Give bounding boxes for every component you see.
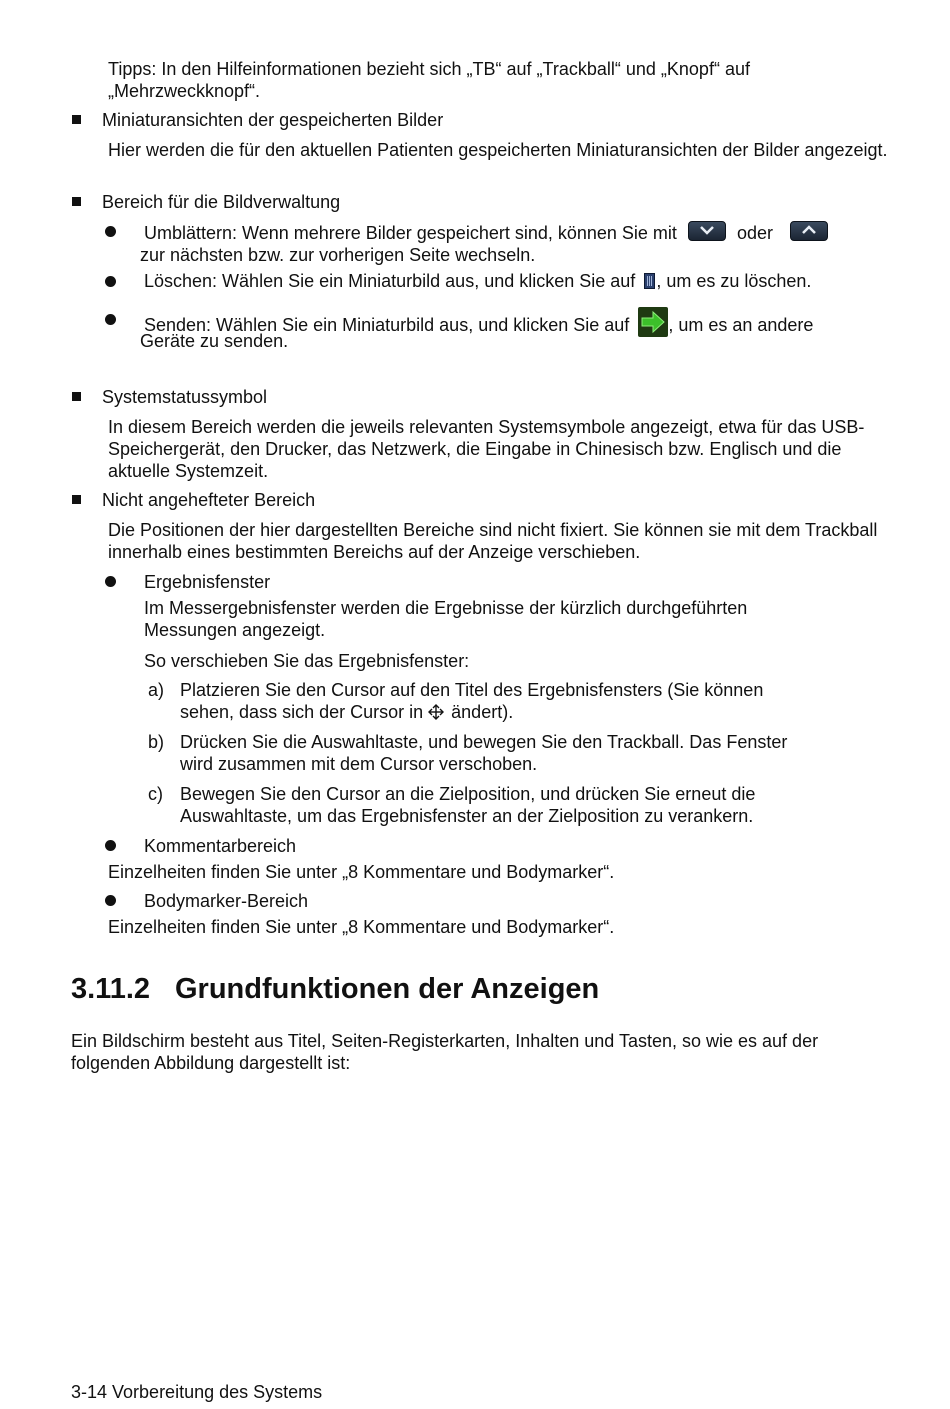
bullet-dot <box>105 314 116 325</box>
list-text <box>180 679 880 725</box>
heading-comments: Kommentarbereich <box>144 836 297 856</box>
bullet-dot <box>105 840 116 851</box>
page-down-button-icon <box>688 221 726 241</box>
heading-image-management: Bereich für die Bildverwaltung <box>102 192 341 212</box>
paging-text-a: Umblättern: Wenn mehrere Bilder gespeichert sind, können Sie mit <box>144 223 677 243</box>
paging-text-b: oder <box>736 223 773 243</box>
bullet-dot <box>105 895 116 906</box>
delete-line <box>144 270 811 292</box>
step-a-line-1: Platzieren Sie den Cursor auf den Titel des Ergebnisfensters (Sie können <box>180 680 764 700</box>
step-a-line-2 <box>180 701 880 725</box>
list-label: c) <box>148 784 163 804</box>
step-a-text-b: sehen, dass sich der Cursor in <box>180 702 424 722</box>
comments-text: Einzelheiten finden Sie unter „8 Kommentare und Bodymarker“. <box>108 862 615 882</box>
section-title: Grundfunktionen der Anzeigen <box>175 973 600 1005</box>
heading-bodymarker: Bodymarker-Bereich <box>144 891 309 911</box>
bodymarker-text: Einzelheiten finden Sie unter „8 Kommentare und Bodymarker“. <box>108 917 615 937</box>
heading-results-window: Ergebnisfenster <box>144 572 271 592</box>
page-footer: 3-14 Vorbereitung des Systems <box>71 1382 323 1402</box>
heading-system-status: Systemstatussymbol <box>102 387 268 407</box>
bullet-square <box>72 197 81 206</box>
step-c-line-1: Bewegen Sie den Cursor an die Zielposition, und drücken Sie erneut die <box>180 784 756 804</box>
system-status-text: In diesem Bereich werden die jeweils relevanten Systemsymbole angezeigt, etwa für das USB-Speichergerät, den Drucker, das Netzwerk, die Eingabe in Chinesisch bzw. Englisch und die aktuelle Systemzeit. <box>108 417 865 481</box>
unpinned-text: Die Positionen der hier dargestellten Bereiche sind nicht fixiert. Sie können sie mit dem Trackball innerhalb eines bestimmten Bereichs auf der Anzeige verschieben. <box>108 520 878 562</box>
page-up-button-icon <box>790 221 828 241</box>
paging-line-1 <box>144 221 828 244</box>
section-intro: Ein Bildschirm besteht aus Titel, Seiten-Registerkarten, Inhalten und Tasten, so wie es auf der folgenden Abbildung dargestellt ist: <box>71 1031 819 1073</box>
paging-text-c: zur nächsten bzw. zur vorherigen Seite wechseln. <box>140 245 536 265</box>
heading-thumbnails: Miniaturansichten der gespeicherten Bilder <box>102 110 444 130</box>
delete-text-a: Löschen: Wählen Sie ein Miniaturbild aus, und klicken Sie auf <box>144 271 636 291</box>
tips-text: Tipps: In den Hilfeinformationen bezieht sich „TB“ auf „Trackball“ und „Knopf“ auf „Mehrzweckknopf“. <box>108 59 750 101</box>
bullet-square <box>72 392 81 401</box>
bullet-dot <box>105 276 116 287</box>
list-label: b) <box>148 732 165 752</box>
results-howto: So verschieben Sie das Ergebnisfenster: <box>144 651 470 671</box>
send-text-c: Geräte zu senden. <box>140 331 289 351</box>
delete-icon <box>644 273 655 289</box>
step-a-text-c: ändert). <box>451 702 514 722</box>
bullet-square <box>72 115 81 124</box>
delete-text-b: , um es zu löschen. <box>656 271 812 291</box>
results-text: Im Messergebnisfenster werden die Ergebnisse der kürzlich durchgeführten Messungen angezeigt. <box>144 598 748 640</box>
section-heading <box>71 972 599 1006</box>
section-number: 3.11.2 <box>71 973 151 1005</box>
bullet-dot <box>105 576 116 587</box>
list-text <box>180 731 880 775</box>
bullet-square <box>72 495 81 504</box>
send-arrow-icon <box>638 307 668 337</box>
thumbnails-text: Hier werden die für den aktuellen Patienten gespeicherten Miniaturansichten der Bilder angezeigt. <box>108 140 888 160</box>
heading-unpinned-area: Nicht angehefteter Bereich <box>102 490 316 510</box>
list-label: a) <box>148 680 165 700</box>
step-c-line-2: Auswahltaste, um das Ergebnisfenster an der Zielposition zu verankern. <box>180 806 754 826</box>
bullet-dot <box>105 226 116 237</box>
move-cursor-icon <box>428 703 444 725</box>
send-text-a: Senden: Wählen Sie ein Miniaturbild aus, und klicken Sie auf <box>144 315 630 335</box>
send-text-b: , um es an andere <box>668 315 814 335</box>
list-text <box>180 783 880 827</box>
step-b-line-2: wird zusammen mit dem Cursor verschoben. <box>180 754 538 774</box>
step-b-line-1: Drücken Sie die Auswahltaste, und bewegen Sie den Trackball. Das Fenster <box>180 732 788 752</box>
